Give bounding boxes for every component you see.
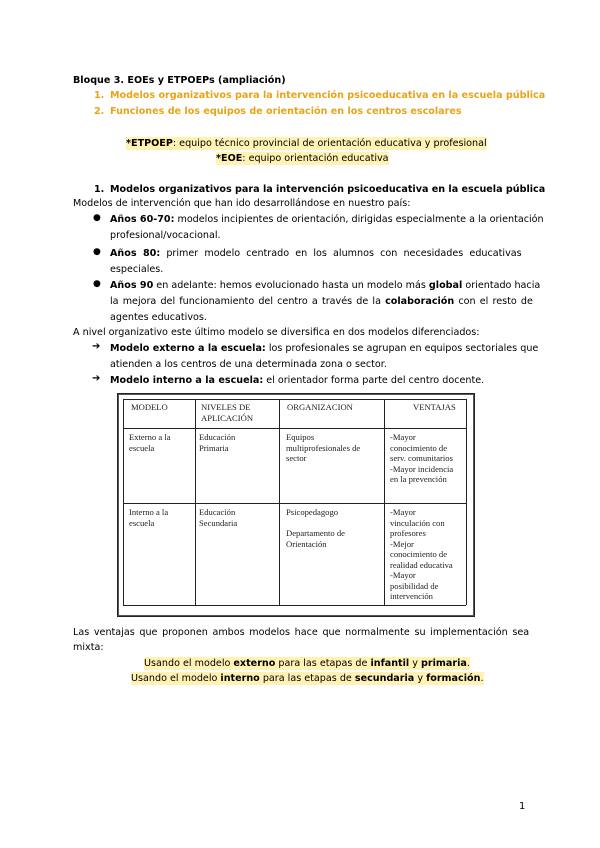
table-divider <box>279 399 280 605</box>
bullet-dot: ● <box>93 279 101 289</box>
usage-text: para las etapas de <box>275 658 371 669</box>
arrow-1-line-2: atienden a los centros de una determinada zona o sector. <box>110 359 387 370</box>
bullet-3-text-a: en adelante: hemos evolucionado hasta un modelo más <box>153 280 429 291</box>
table-border-top <box>123 399 466 400</box>
definition-eoe-text: : equipo orientación educativa <box>242 153 389 164</box>
document-title: Bloque 3. EOEs y ETPOEPs (ampliación) <box>73 75 286 86</box>
definition-etpoep-term: *ETPOEP <box>126 138 173 149</box>
table-header-modelo: MODELO <box>131 402 168 412</box>
table-header-niveles: NIVELES DE APLICACIÓN <box>201 402 254 423</box>
org-intro-text: A nivel organizativo este último modelo se diversifica en dos modelos diferenciados: <box>73 327 480 338</box>
usage-text: y <box>414 673 427 684</box>
usage-externo <box>144 657 470 670</box>
bullet-1-line-2: profesional/vocacional. <box>110 230 221 241</box>
table-cell: Educación Primaria <box>199 432 236 453</box>
definition-etpoep-text: : equipo técnico provincial de orientación educativa y profesional <box>172 138 487 149</box>
usage-text: Usando el modelo <box>131 673 221 684</box>
usage-interno <box>131 672 484 685</box>
conclusion-line-1: Las ventajas que proponen ambos modelos hace que normalmente su implementación sea <box>73 627 530 638</box>
usage-text: Usando el modelo <box>144 658 234 669</box>
page-number: 1 <box>519 801 526 812</box>
table-divider <box>384 399 385 605</box>
arrow-2-text: el orientador forma parte del centro docente. <box>263 375 485 386</box>
usage-term: formación <box>426 673 481 684</box>
bullet-3-line-2 <box>110 295 533 308</box>
table-cell: Educación Secundaria <box>199 507 238 528</box>
usage-text: . <box>466 658 470 669</box>
table-header-organizacion: ORGANIZACION <box>287 402 353 412</box>
bullet-2-line-1 <box>110 247 522 260</box>
arrow-right-icon: ➔ <box>92 373 101 384</box>
table-border-right <box>466 399 467 605</box>
bullet-3-colaboracion: colaboración <box>385 296 455 307</box>
usage-term: externo <box>233 658 276 669</box>
table-divider <box>123 428 466 429</box>
bullet-3-text-d: con el resto de <box>454 296 533 307</box>
arrow-2-term: Modelo interno a la escuela: <box>110 375 264 386</box>
conclusion-line-2: mixta: <box>73 642 104 653</box>
usage-text: para las etapas de <box>259 673 355 684</box>
section-heading: Modelos organizativos para la intervención psicoeducativa en la escuela pública <box>110 184 546 195</box>
table-cell: Equipos multiprofesionales de sector <box>286 432 361 463</box>
bullet-1-line-1 <box>110 213 544 226</box>
table-border-bottom <box>123 605 466 606</box>
bullet-2-term: Años 80: <box>110 248 161 259</box>
bullet-3-term: Años 90 <box>110 280 154 291</box>
usage-term: primaria <box>421 658 467 669</box>
intro-text: Modelos de intervención que han ido desarrollándose en nuestro país: <box>73 198 411 209</box>
toc-item-1[interactable]: Modelos organizativos para la intervención psicoeducativa en la escuela pública <box>110 90 546 101</box>
toc-num-2: 2. <box>94 106 105 117</box>
bullet-1-text: modelos incipientes de orientación, dirigidas especialmente a la orientación <box>174 214 544 225</box>
table-divider <box>123 503 466 504</box>
bullet-1-term: Años 60-70: <box>110 214 175 225</box>
bullet-2-line-2: especiales. <box>110 264 164 275</box>
definition-eoe <box>216 152 389 165</box>
bullet-3-line-1 <box>110 279 540 292</box>
models-table <box>117 393 475 617</box>
bullet-dot: ● <box>93 213 101 223</box>
table-cell: -Mayor vinculación con profesores -Mejor conocimiento de realidad educativa -Mayor posibilidad de intervención <box>390 507 453 601</box>
table-cell: -Mayor conocimiento de serv. comunitarios -Mayor incidencia en la prevención <box>390 432 454 484</box>
bullet-3-line-3: agentes educativos. <box>110 312 207 323</box>
bullet-3-text-b: orientado hacia <box>462 280 541 291</box>
table-cell: Psicopedagogo Departamento de Orientación <box>286 507 345 549</box>
usage-term: interno <box>220 673 260 684</box>
arrow-1-line-1 <box>110 342 538 355</box>
definition-eoe-term: *EOE <box>216 153 243 164</box>
arrow-2-line <box>110 374 484 387</box>
usage-text: y <box>409 658 421 669</box>
toc-num-1: 1. <box>94 90 105 101</box>
usage-term: secundaria <box>354 673 415 684</box>
usage-text: . <box>480 673 484 684</box>
bullet-3-global: global <box>428 280 463 291</box>
section-number: 1. <box>94 184 105 195</box>
toc-item-2[interactable]: Funciones de los equipos de orientación en los centros escolares <box>110 106 462 117</box>
table-divider <box>195 399 196 605</box>
table-cell: Interno a la escuela <box>129 507 169 528</box>
arrow-right-icon: ➔ <box>92 341 101 352</box>
definition-etpoep <box>126 137 487 150</box>
table-border-left <box>123 399 124 605</box>
table-header-ventajas: VENTAJAS <box>413 402 456 412</box>
usage-term: infantil <box>370 658 410 669</box>
bullet-dot: ● <box>93 247 101 257</box>
arrow-1-text: los profesionales se agrupan en equipos sectoriales que <box>265 343 539 354</box>
arrow-1-term: Modelo externo a la escuela: <box>110 343 266 354</box>
bullet-2-text: primer modelo centrado en los alumnos con necesidades educativas <box>160 248 522 259</box>
bullet-3-text-c: la mejora del funcionamiento del centro a través de la <box>110 296 386 307</box>
table-cell: Externo a la escuela <box>129 432 171 453</box>
